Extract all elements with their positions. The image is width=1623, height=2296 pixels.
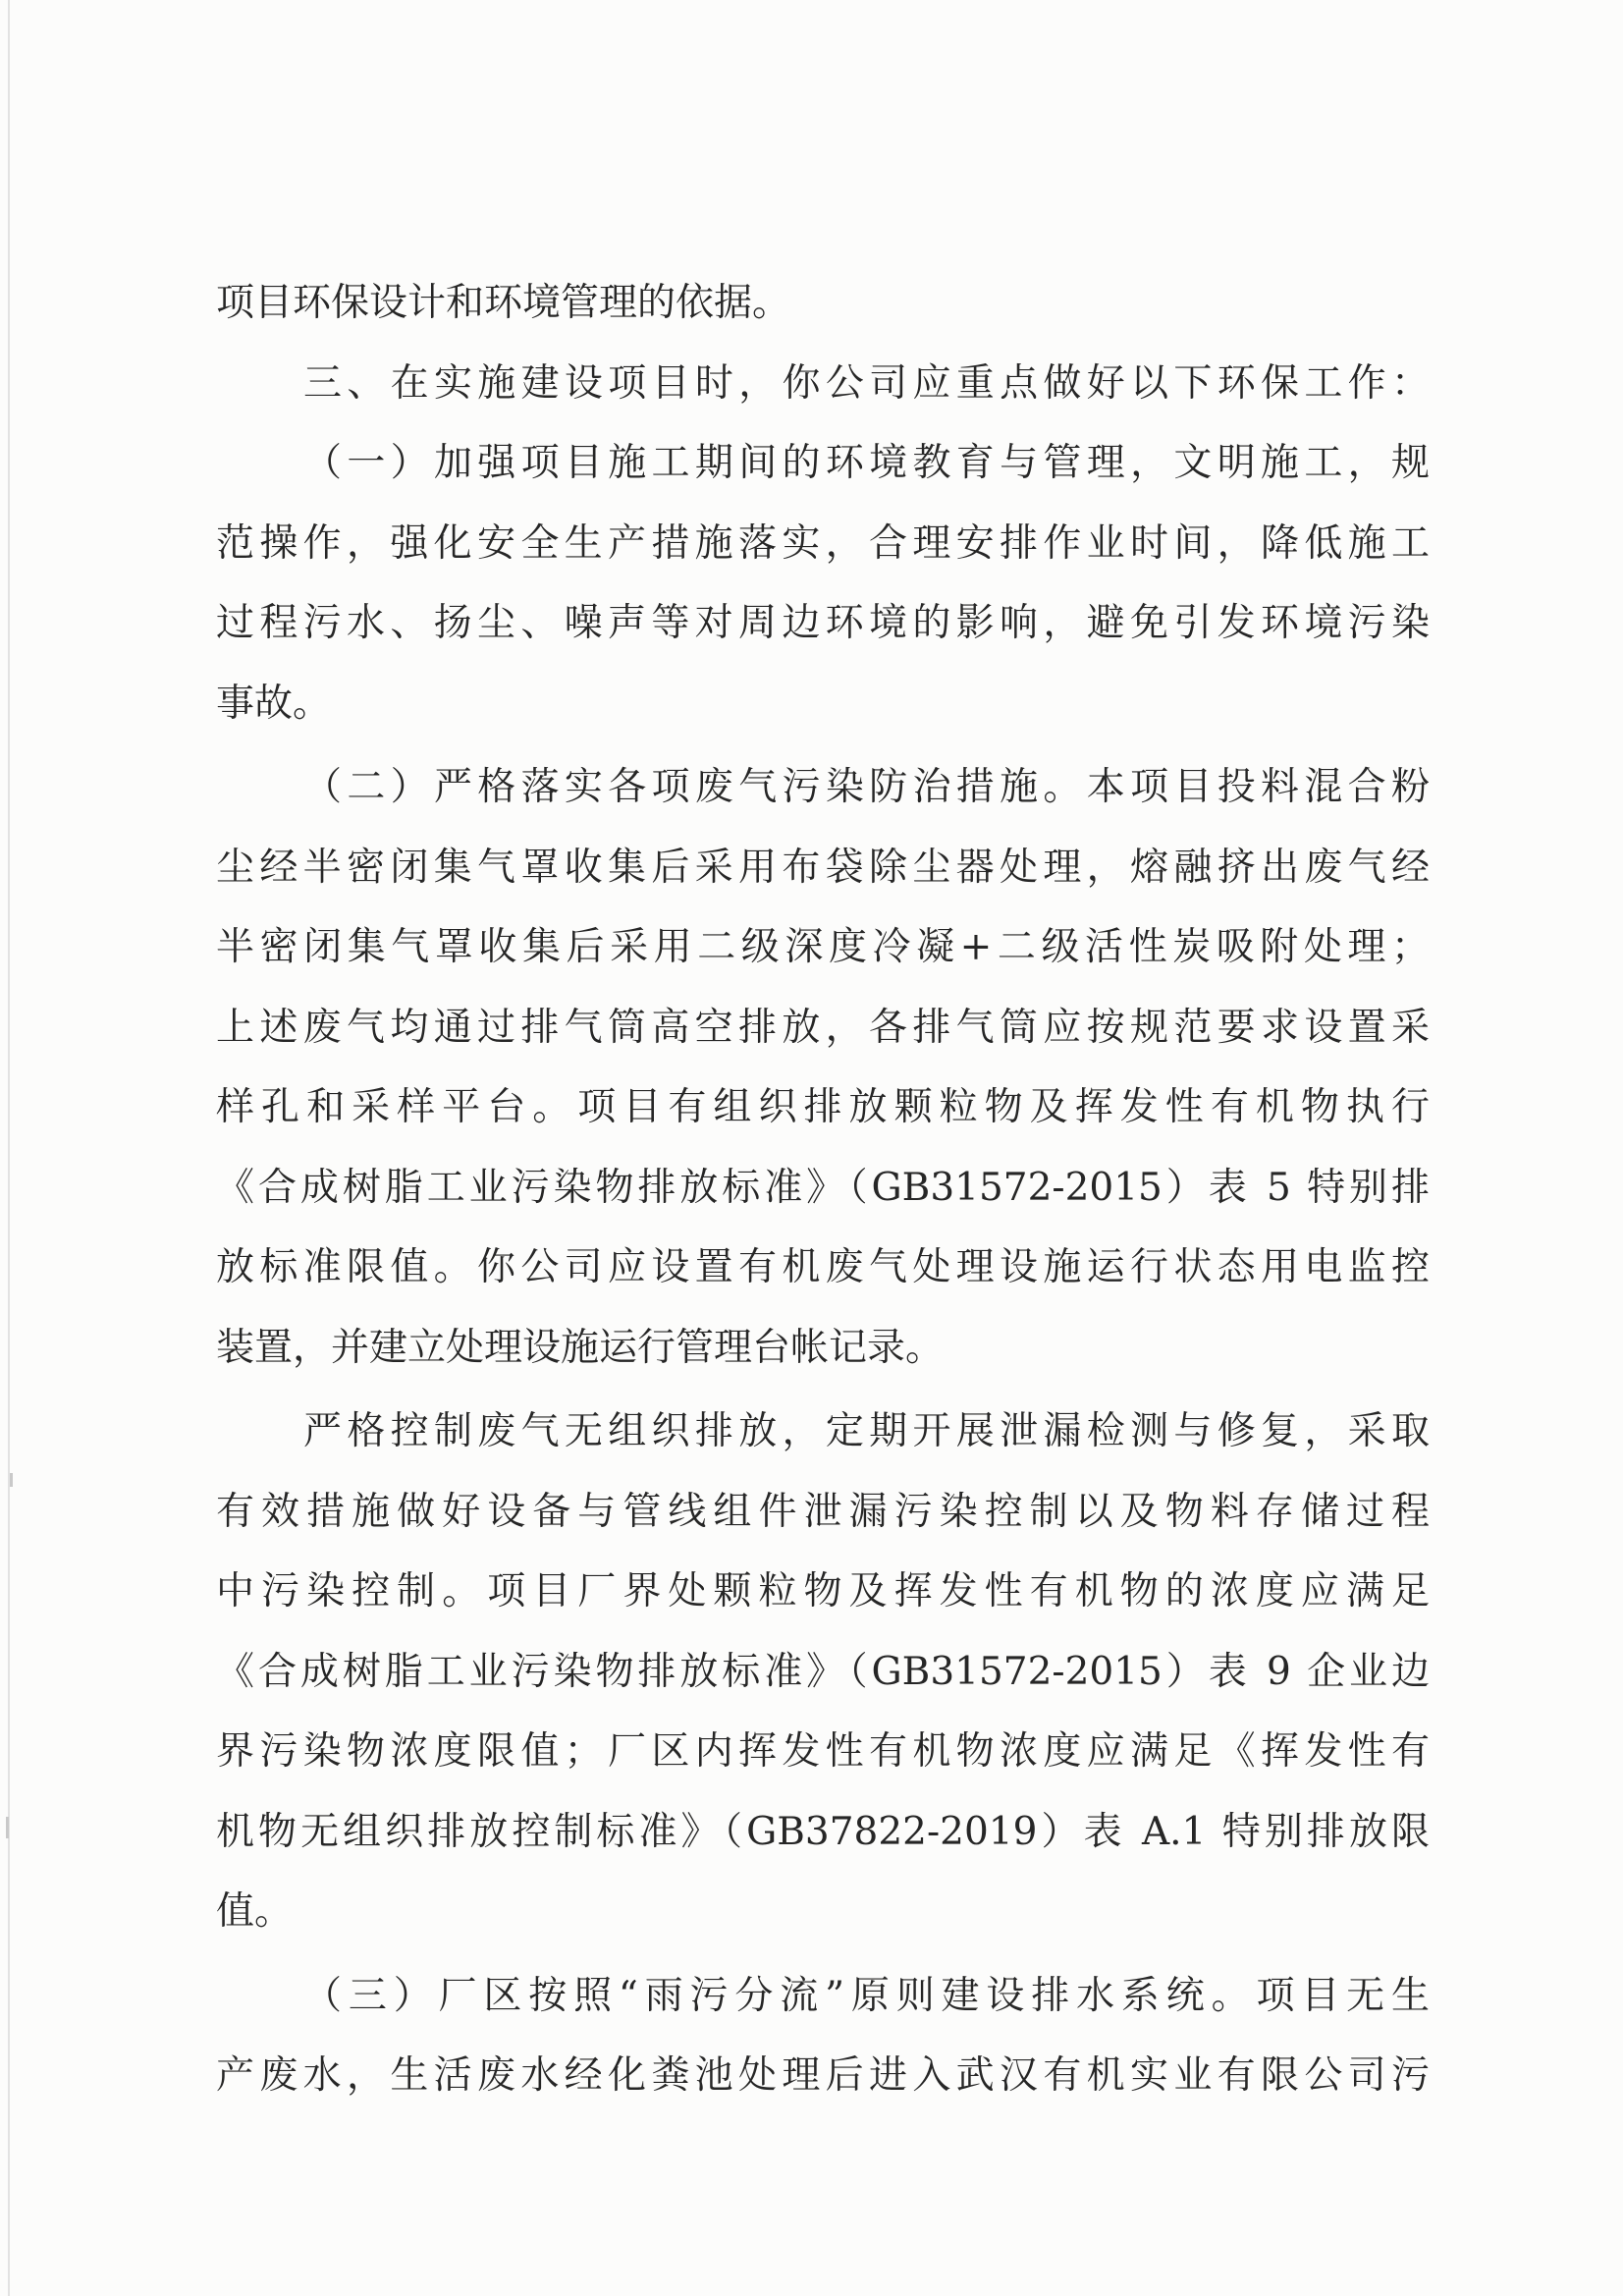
text-line: （三）厂区按照“雨污分流”原则建设排水系统。项目无生: [303, 1973, 1430, 2018]
text-line: 样孔和采样平台。项目有组织排放颗粒物及挥发性有机物执行: [216, 1085, 1430, 1129]
paragraph-fugitive-emissions: [216, 1392, 1430, 1952]
paragraph-item-three: [216, 1956, 1430, 2116]
text-line: 有效措施做好设备与管线组件泄漏污染控制以及物料存储过程: [216, 1489, 1430, 1534]
paragraph-item-one: [216, 423, 1430, 743]
text-line: 放标准限值。你公司应设置有机废气处理设施运行状态用电监控: [216, 1245, 1430, 1289]
text-line: 尘经半密闭集气罩收集后采用布袋除尘器处理，熔融挤出废气经: [216, 845, 1430, 890]
text-line: 装置，并建立处理设施运行管理台帐记录。: [216, 1325, 945, 1370]
text-line: 过程污水、扬尘、噪声等对周边环境的影响，避免引发环境污染: [216, 601, 1430, 645]
text-line: 三、在实施建设项目时，你公司应重点做好以下环保工作：: [303, 360, 1430, 406]
text-line: 事故。: [216, 681, 332, 726]
text-line: 界污染物浓度限值；厂区内挥发性有机物浓度应满足《挥发性有: [216, 1729, 1430, 1774]
paragraph-continued: [216, 263, 1430, 344]
text-line: 《合成树脂工业污染物排放标准》（GB31572-2015）表 5 特别排: [216, 1165, 1430, 1210]
text-line: 严格控制废气无组织排放，定期开展泄漏检测与修复，采取: [303, 1409, 1430, 1453]
text-line: （二）严格落实各项废气污染防治措施。本项目投料混合粉: [303, 765, 1430, 809]
scan-speck: [6, 1817, 9, 1838]
paragraph-section-three: [216, 344, 1430, 424]
text-line: 范操作，强化安全生产措施落实，合理安排作业时间，降低施工: [216, 520, 1430, 566]
scan-speck: [10, 1473, 13, 1487]
text-line: 《合成树脂工业污染物排放标准》（GB31572-2015）表 9 企业边: [216, 1649, 1430, 1694]
paragraph-item-two: [216, 747, 1430, 1388]
text-line: 值。: [216, 1889, 294, 1934]
text-line: 项目环保设计和环境管理的依据。: [216, 281, 791, 325]
text-line: 半密闭集气罩收集后采用二级深度冷凝+二级活性炭吸附处理；: [216, 925, 1430, 969]
text-line: 上述废气均通过排气筒高空排放，各排气筒应按规范要求设置采: [216, 1005, 1430, 1050]
text-line: 中污染控制。项目厂界处颗粒物及挥发性有机物的浓度应满足: [216, 1569, 1430, 1613]
text-line: 机物无组织排放控制标准》（GB37822-2019）表 A.1 特别排放限: [216, 1809, 1430, 1854]
text-line: （一）加强项目施工期间的环境教育与管理，文明施工，规: [303, 441, 1430, 485]
scan-edge-line: [8, 0, 10, 2296]
text-line: 产废水，生活废水经化粪池处理后进入武汉有机实业有限公司污: [216, 2053, 1430, 2098]
body-text: [216, 263, 1430, 2116]
